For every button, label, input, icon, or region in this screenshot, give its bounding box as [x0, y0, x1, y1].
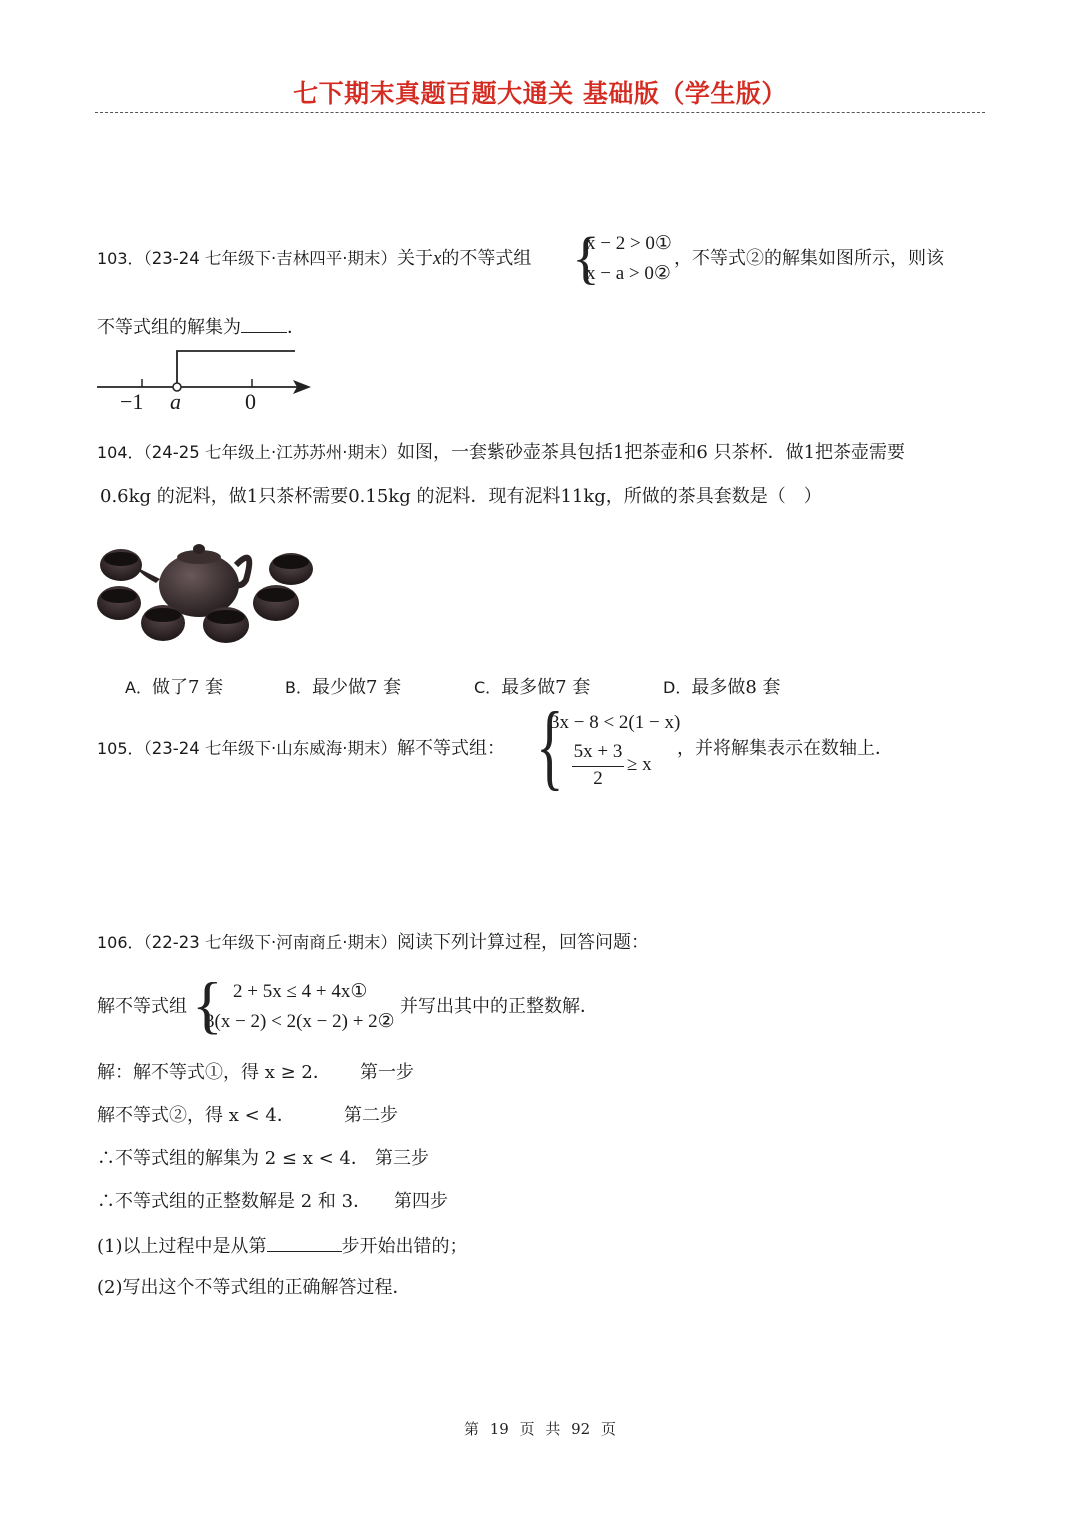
q106-system-line1: 2 + 5x ≤ 4 + 4x①: [233, 981, 368, 1002]
q103-source: （23-24 七年级下·吉林四平·期末）: [143, 249, 397, 268]
number-line-label-zero: 0: [245, 389, 256, 414]
option-b-label: B．: [285, 678, 312, 697]
q106-system-prefix: 解不等式组: [97, 996, 187, 1017]
q103-var-x: x: [432, 248, 442, 269]
q103-text-c: ，不等式②的解集如图所示，则该: [674, 248, 944, 269]
header-divider: [95, 112, 985, 113]
q104-option-a[interactable]: [125, 673, 223, 699]
q105-text-b: ，并将解集表示在数轴上．: [677, 738, 893, 759]
q104-source: （24-25 七年级上·江苏苏州·期末）: [143, 443, 397, 462]
option-d-label: D．: [663, 678, 692, 697]
number-line-label-a: a: [170, 389, 181, 414]
q105-fraction-denominator: 2: [593, 768, 603, 789]
q103-system-brace: {: [572, 225, 600, 290]
tea-cup-icon: [253, 585, 299, 621]
page-header-title: 七下期末真题百题大通关 基础版（学生版）: [293, 79, 787, 108]
q104-option-b[interactable]: [285, 673, 401, 699]
q103-line2-text: 不等式组的解集为: [97, 317, 241, 338]
tea-set-image: [96, 525, 321, 655]
q104-text2: 0.6kg 的泥料，做1只茶杯需要0.15kg 的泥料．现有泥料11kg，所做的茶具套数是（ ）: [100, 486, 822, 507]
option-c-label: C．: [474, 678, 502, 697]
q106-number: 106．: [97, 933, 144, 952]
option-c-text: 最多做7 套: [501, 677, 591, 698]
q106-answer-blank: [267, 1233, 342, 1252]
q106-step1-text: 解：解不等式①，得 x ≥ 2．: [97, 1062, 331, 1083]
tea-cup-icon: [269, 553, 313, 585]
q103-text-a: 关于: [396, 248, 433, 269]
solution-bracket: [177, 351, 295, 383]
q105-fraction-numerator: 5x + 3: [573, 741, 623, 762]
q104-option-c[interactable]: [474, 673, 590, 699]
q106-step1-label: 第一步: [360, 1062, 414, 1083]
number-line-label-minus-one: −1: [120, 389, 144, 414]
q106-system-suffix: 并写出其中的正整数解．: [400, 996, 598, 1017]
q103-text-b: 的不等式组: [441, 248, 532, 269]
q105-source: （23-24 七年级下·山东威海·期末）: [143, 739, 397, 758]
page-footer: 第 19 页 共 92 页: [463, 1420, 616, 1438]
tea-cup-icon: [100, 549, 142, 581]
option-a-label: A．: [125, 678, 152, 697]
q104-text1: 如图，一套紫砂壶茶具包括1把茶壶和6 只茶杯．做1把茶壶需要: [396, 442, 906, 463]
q106-step4-label: 第四步: [394, 1191, 448, 1212]
tea-cup-icon: [141, 605, 185, 641]
option-d-text: 最多做8 套: [691, 677, 781, 698]
teapot-icon: [136, 544, 249, 617]
q103-system-line1: x − 2 > 0①: [586, 233, 672, 254]
q106-system-line2: 3(x − 2) < 2(x − 2) + 2②: [205, 1011, 395, 1032]
option-b-text: 最少做7 套: [311, 677, 402, 698]
q106-text: 阅读下列计算过程，回答问题：: [396, 932, 649, 953]
q106-step2-text: 解不等式②，得 x < 4．: [97, 1105, 295, 1126]
q106-step3-label: 第三步: [375, 1148, 429, 1169]
q105-line1: [97, 737, 505, 761]
q106-source: （22-23 七年级下·河南商丘·期末）: [143, 933, 397, 952]
q103-number: 103．: [97, 249, 144, 268]
tea-cup-icon: [97, 586, 141, 620]
q106-step3-text: ∴不等式组的解集为 2 ≤ x < 4．: [97, 1148, 369, 1169]
q105-fraction-rhs: ≥ x: [627, 754, 652, 775]
q103-line2: [97, 314, 305, 340]
q104-line1: [97, 441, 905, 465]
q103-system-line2: x − a > 0②: [586, 263, 671, 284]
q106-line1: [97, 931, 649, 955]
q103-line2-end: ．: [287, 317, 305, 338]
q106-system-brace: {: [192, 969, 223, 1040]
q106-sub1-text-b: 步开始出错的；: [341, 1236, 468, 1257]
q103-line1: [97, 247, 531, 271]
tea-cup-icon: [203, 607, 249, 643]
q106-sub1: [97, 1233, 468, 1259]
q104-number: 104．: [97, 443, 144, 462]
q103-answer-blank: [241, 314, 287, 333]
q105-text-a: 解不等式组：: [396, 738, 505, 759]
q105-system-brace: {: [536, 692, 564, 799]
q105-system-line1: 3x − 8 < 2(1 − x): [550, 712, 681, 733]
option-a-text: 做了7 套: [151, 677, 224, 698]
q106-sub1-text-a: (1)以上过程中是从第: [97, 1236, 267, 1257]
q105-fraction-bar: [572, 766, 624, 767]
q106-sub2: (2)写出这个不等式组的正确解答过程．: [97, 1277, 411, 1298]
q106-step4-text: ∴不等式组的正整数解是 2 和 3．: [97, 1191, 372, 1212]
q104-option-d[interactable]: [663, 673, 781, 699]
q105-number: 105．: [97, 739, 144, 758]
q106-step2-label: 第二步: [344, 1105, 398, 1126]
